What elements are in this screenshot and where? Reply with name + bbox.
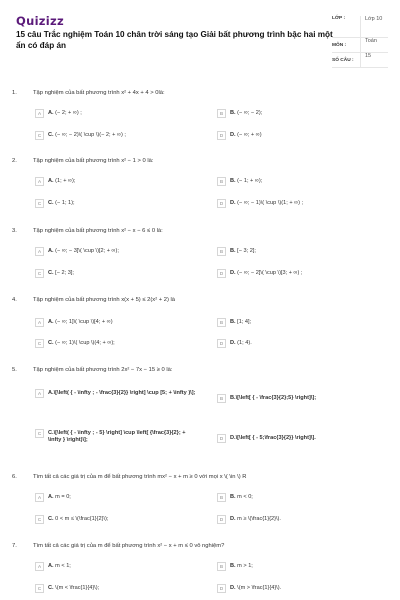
option-letter-box: D [217,199,226,208]
option-c[interactable] [35,269,74,278]
option-label: B. [230,494,236,500]
option-c[interactable] [35,584,99,593]
option-label: B. [230,248,236,254]
option-text: (− ∞; + ∞) [237,132,262,138]
question-number: 6. [12,474,17,480]
option-label: C. [48,270,54,276]
option-b[interactable] [217,394,380,403]
option-label: C. [48,516,54,522]
option-a[interactable] [35,247,119,256]
option-text: 0 < m ≤ \(\frac{1}{2}\); [55,516,109,522]
option-letter-box: B [217,109,226,118]
option-letter-box: A [35,109,44,118]
option-label: A. [48,319,54,325]
question-text: Tập nghiệm của bất phương trình x² + 4x + 4 > 0là: [33,90,165,96]
option-text: (− ∞; − 1)\( \cup \)(1; + ∞) ; [237,200,304,206]
option-label: D. [230,200,236,206]
option-b[interactable] [217,318,251,327]
option-letter-box: C [35,515,44,524]
option-letter-box: D [217,131,226,140]
quizizz-logo: Quizizz [16,14,65,28]
option-text: (− ∞; − 2)\( \cup \)(− 2; + ∞) ; [55,132,126,138]
option-b[interactable] [217,109,262,118]
option-text: \[\left[ { - \frac{3}{2};5} \right]\]; [235,395,317,401]
option-label: C. [48,430,54,436]
option-d[interactable] [217,199,303,208]
option-letter-box: D [217,515,226,524]
meta-label-mon: MÔN : [332,42,347,48]
option-text: (1; 4). [237,340,252,346]
option-letter-box: C [35,584,44,593]
option-d[interactable] [217,131,262,140]
option-label: B. [230,319,236,325]
option-label: C. [48,340,54,346]
option-a[interactable] [35,177,75,186]
option-label: D. [230,585,236,591]
option-letter-box: D [217,269,226,278]
option-letter-box: B [217,318,226,327]
option-text: (− ∞; 1]\( \cup \)[4; + ∞) [55,319,113,325]
option-letter-box: C [35,429,44,438]
option-letter-box: A [35,562,44,571]
option-text: m > 1; [237,563,253,569]
meta-label-socau: SỐ CÂU : [332,57,354,63]
option-letter-box: D [217,339,226,348]
page-title: 15 câu Trắc nghiệm Toán 10 chân trời sáng tạo Giải bất phương trình bậc hai một ẩn có đáp án [16,30,333,50]
option-letter-box: D [217,434,226,443]
question-number: 2. [12,158,17,164]
option-text: m ≥ \(\frac{1}{2}\). [237,516,281,522]
option-b[interactable] [217,177,262,186]
option-label: D. [230,340,236,346]
option-letter-box: C [35,269,44,278]
question-text: Tìm tất cả các giá trị của m để bất phương trình mx² − x + m ≥ 0 với mọi x \( \in \) R [33,474,247,480]
option-text: (− ∞; − 2); [237,110,263,116]
option-label: A. [48,494,54,500]
option-letter-box: B [217,493,226,502]
option-text: \(m < \frac{1}{4}\); [55,585,100,591]
option-text: \[\left[ { - 5;\frac{3}{2}} \right]\]. [235,435,316,441]
option-d[interactable] [217,269,303,278]
question-text: Tập nghiệm của bất phương trình x(x + 5) ≤ 2(x² + 2) là [33,297,176,303]
option-text: \(m > \frac{1}{4}\). [237,585,282,591]
option-c[interactable] [35,515,108,524]
option-d[interactable] [217,434,380,443]
meta-row-lop [332,14,388,38]
meta-value-socau: 15 [360,53,388,67]
option-a[interactable] [35,318,113,327]
option-text: [− 2; 3]; [55,270,74,276]
question-number: 5. [12,367,17,373]
option-text: (− ∞; − 2]\( \cup \)[3; + ∞) ; [237,270,303,276]
question-text: Tập nghiệm của bất phương trình 2x² − 7x − 15 ≥ 0 là: [33,367,173,373]
option-label: D. [230,270,236,276]
option-text: (− 1; 1); [55,200,75,206]
option-label: A. [48,110,54,116]
question-text: Tập nghiệm của bất phương trình x² − 1 > 0 là: [33,158,154,164]
option-label: A. [48,390,54,396]
option-a[interactable] [35,493,71,502]
option-label: D. [230,516,236,522]
option-c[interactable] [35,199,75,208]
option-d[interactable] [217,515,281,524]
option-text: [− 3; 2]; [237,248,256,254]
question-text: Tìm tất cả các giá trị của m để bất phương trình x² − x + m ≤ 0 vô nghiệm? [33,543,225,549]
option-text: (− ∞; − 3]\( \cup \)[2; + ∞); [55,248,119,254]
meta-table [332,14,388,68]
option-letter-box: B [217,562,226,571]
option-letter-box: B [217,394,226,403]
option-label: C. [48,132,54,138]
option-b[interactable] [217,247,256,256]
option-c[interactable] [35,429,198,444]
option-text: (− 1; + ∞); [237,178,263,184]
option-text: (− 2; + ∞) ; [55,110,82,116]
option-text: m < 0; [237,494,253,500]
option-label: C. [48,585,54,591]
option-text: \[\left( { - \infty ; - \frac{3}{2}} \right] \cup [5; + \infty )\]; [53,390,196,396]
option-letter-box: A [35,318,44,327]
meta-label-lop: LỚP : [332,16,346,21]
option-c[interactable] [35,339,115,348]
option-c[interactable] [35,131,126,140]
option-label: C. [48,200,54,206]
option-letter-box: C [35,131,44,140]
option-label: A. [48,248,54,254]
meta-row-mon [332,38,388,53]
option-label: A. [48,178,54,184]
option-a[interactable] [35,389,198,398]
option-letter-box: D [217,584,226,593]
option-label: B. [230,178,236,184]
question-number: 1. [12,90,17,96]
option-text: m = 0; [55,494,71,500]
option-text: (1; + ∞); [55,178,76,184]
option-b[interactable] [217,493,253,502]
option-label: D. [230,435,236,441]
option-label: D. [230,132,236,138]
option-label: B. [230,110,236,116]
option-d[interactable] [217,339,252,348]
option-a[interactable] [35,562,71,571]
option-letter-box: B [217,177,226,186]
option-text: \[\left( { - \infty ; - 5} \right] \cup \left[ {\frac{3}{2}; + \infty } \right)\]; [48,430,186,443]
question-number: 4. [12,297,17,303]
meta-row-socau [332,53,388,68]
option-letter-box: C [35,339,44,348]
option-text: [1; 4]; [237,319,252,325]
question-text: Tập nghiệm của bất phương trình x² − x − 6 ≤ 0 là: [33,228,163,234]
option-letter-box: C [35,199,44,208]
option-label: B. [230,395,236,401]
option-a[interactable] [35,109,82,118]
option-b[interactable] [217,562,253,571]
option-text: m < 1; [55,563,71,569]
meta-value-lop: Lớp 10 [360,16,388,37]
option-label: B. [230,563,236,569]
question-number: 7. [12,543,17,549]
option-letter-box: A [35,493,44,502]
option-letter-box: A [35,247,44,256]
option-letter-box: A [35,177,44,186]
meta-value-mon: Toán [360,38,388,52]
option-letter-box: B [217,247,226,256]
option-label: A. [48,563,54,569]
option-text: (− ∞; 1)\( \cup \)(4; + ∞); [55,340,115,346]
option-letter-box: A [35,389,44,398]
question-number: 3. [12,228,17,234]
option-d[interactable] [217,584,281,593]
